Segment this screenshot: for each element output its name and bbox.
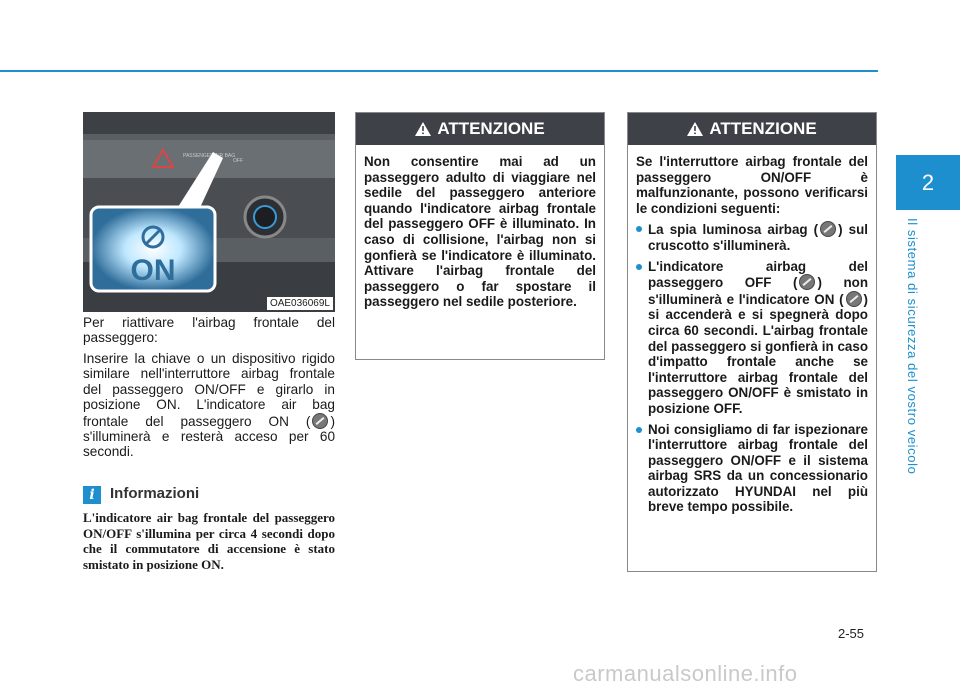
airbag-indicator-icon: [846, 291, 862, 307]
warning-body: [628, 145, 876, 528]
airbag-warning-light-icon: [820, 221, 836, 237]
list-item-text: L'indicatore airbag del passeggero OFF (: [648, 258, 868, 291]
airbag-switch-illustration: [83, 112, 335, 312]
warning-intro: Se l'interruttore airbag frontale del passeggero ON/OFF è malfunzionante, possono verificarsi le condizioni seguenti:: [636, 154, 868, 216]
warning-box-adult-passenger: [355, 112, 605, 360]
warning-heading-text: ATTENZIONE: [437, 119, 545, 138]
page-number: 2-55: [838, 626, 865, 641]
instructions-text-2: ) s'illuminerà e resterà acceso per 60 secondi.: [83, 413, 335, 460]
list-item-text: ) sul cruscotto s'illuminerà.: [648, 222, 868, 253]
panel-label: PASSENGER AIR BAG: [183, 153, 236, 159]
warning-body: Non consentire mai ad un passeggero adulto di viaggiare nel sedile del passeggero anteriore quando l'indicatore airbag frontale del passeggero OFF è illuminato. In caso di collisione, l'airbag non si gonfierà se l'indicatore è illuminato. Attivare l'airbag frontale del passeggero o far spostare il passeggero nel sedile posteriore.: [364, 154, 596, 310]
list-item-text: Noi consigliamo di far ispezionare l'interruttore airbag frontale del passeggero ON/OFF e il sistema airbag SRS da un concessionario autorizzato HYUNDAI nel più breve tempo possibile.: [648, 421, 868, 515]
airbag-off-icon: [799, 274, 815, 290]
chapter-number: 2: [921, 169, 935, 195]
warning-heading-text: ATTENZIONE: [709, 119, 817, 138]
warning-box-switch-malfunction: [627, 112, 877, 572]
info-heading: [83, 485, 335, 505]
list-item: [636, 259, 868, 417]
panel-off-label: OFF: [233, 158, 243, 164]
instructions-text-1: Inserire la chiave o un dispositivo rigido similare nell'interruttore airbag frontale del passeggero ON/OFF e girarlo in posizione ON. L'indicatore air bag frontale del passeggero ON (: [83, 351, 335, 429]
info-icon: i: [83, 486, 101, 504]
warning-header: [628, 113, 876, 145]
warning-triangle-icon: [687, 122, 703, 136]
info-title: Informazioni: [110, 485, 200, 502]
list-item: [636, 422, 868, 516]
warning-list: [636, 221, 868, 515]
dashboard-picture: [83, 112, 335, 312]
airbag-indicator-icon: [312, 413, 328, 429]
info-body: L'indicatore air bag frontale del passeggero ON/OFF s'illumina per circa 4 secondi dopo che il commutatore di accensione è stato smistato in posizione ON.: [83, 510, 335, 572]
chapter-title-vertical: [906, 218, 924, 478]
list-item-text: La spia luminosa airbag (: [648, 222, 819, 238]
header-rule: [0, 70, 878, 72]
figure-code: OAE036069L: [267, 297, 333, 310]
on-badge-text: ON: [130, 254, 176, 287]
watermark: carmanualsonline.info: [573, 661, 798, 686]
chapter-tab: [896, 155, 960, 210]
list-item: [636, 221, 868, 253]
reactivate-intro: Per riattivare l'airbag frontale del passeggero:: [83, 315, 335, 346]
warning-header: [356, 113, 604, 145]
reactivate-instructions: [83, 351, 335, 460]
warning-triangle-icon: [415, 122, 431, 136]
chapter-title: Il sistema di sicurezza del vostro veicolo: [905, 218, 920, 475]
list-item-text: ) si accenderà e si spegnerà dopo circa 60 secondi. L'airbag frontale del passeggero si gonfierà in caso d'impatto frontale anche se l'interruttore airbag frontale del passeggero ON/OFF è smistato in posizione OFF.: [648, 291, 868, 416]
list-item-text: ) non s'illuminerà e l'indicatore ON (: [648, 275, 868, 307]
